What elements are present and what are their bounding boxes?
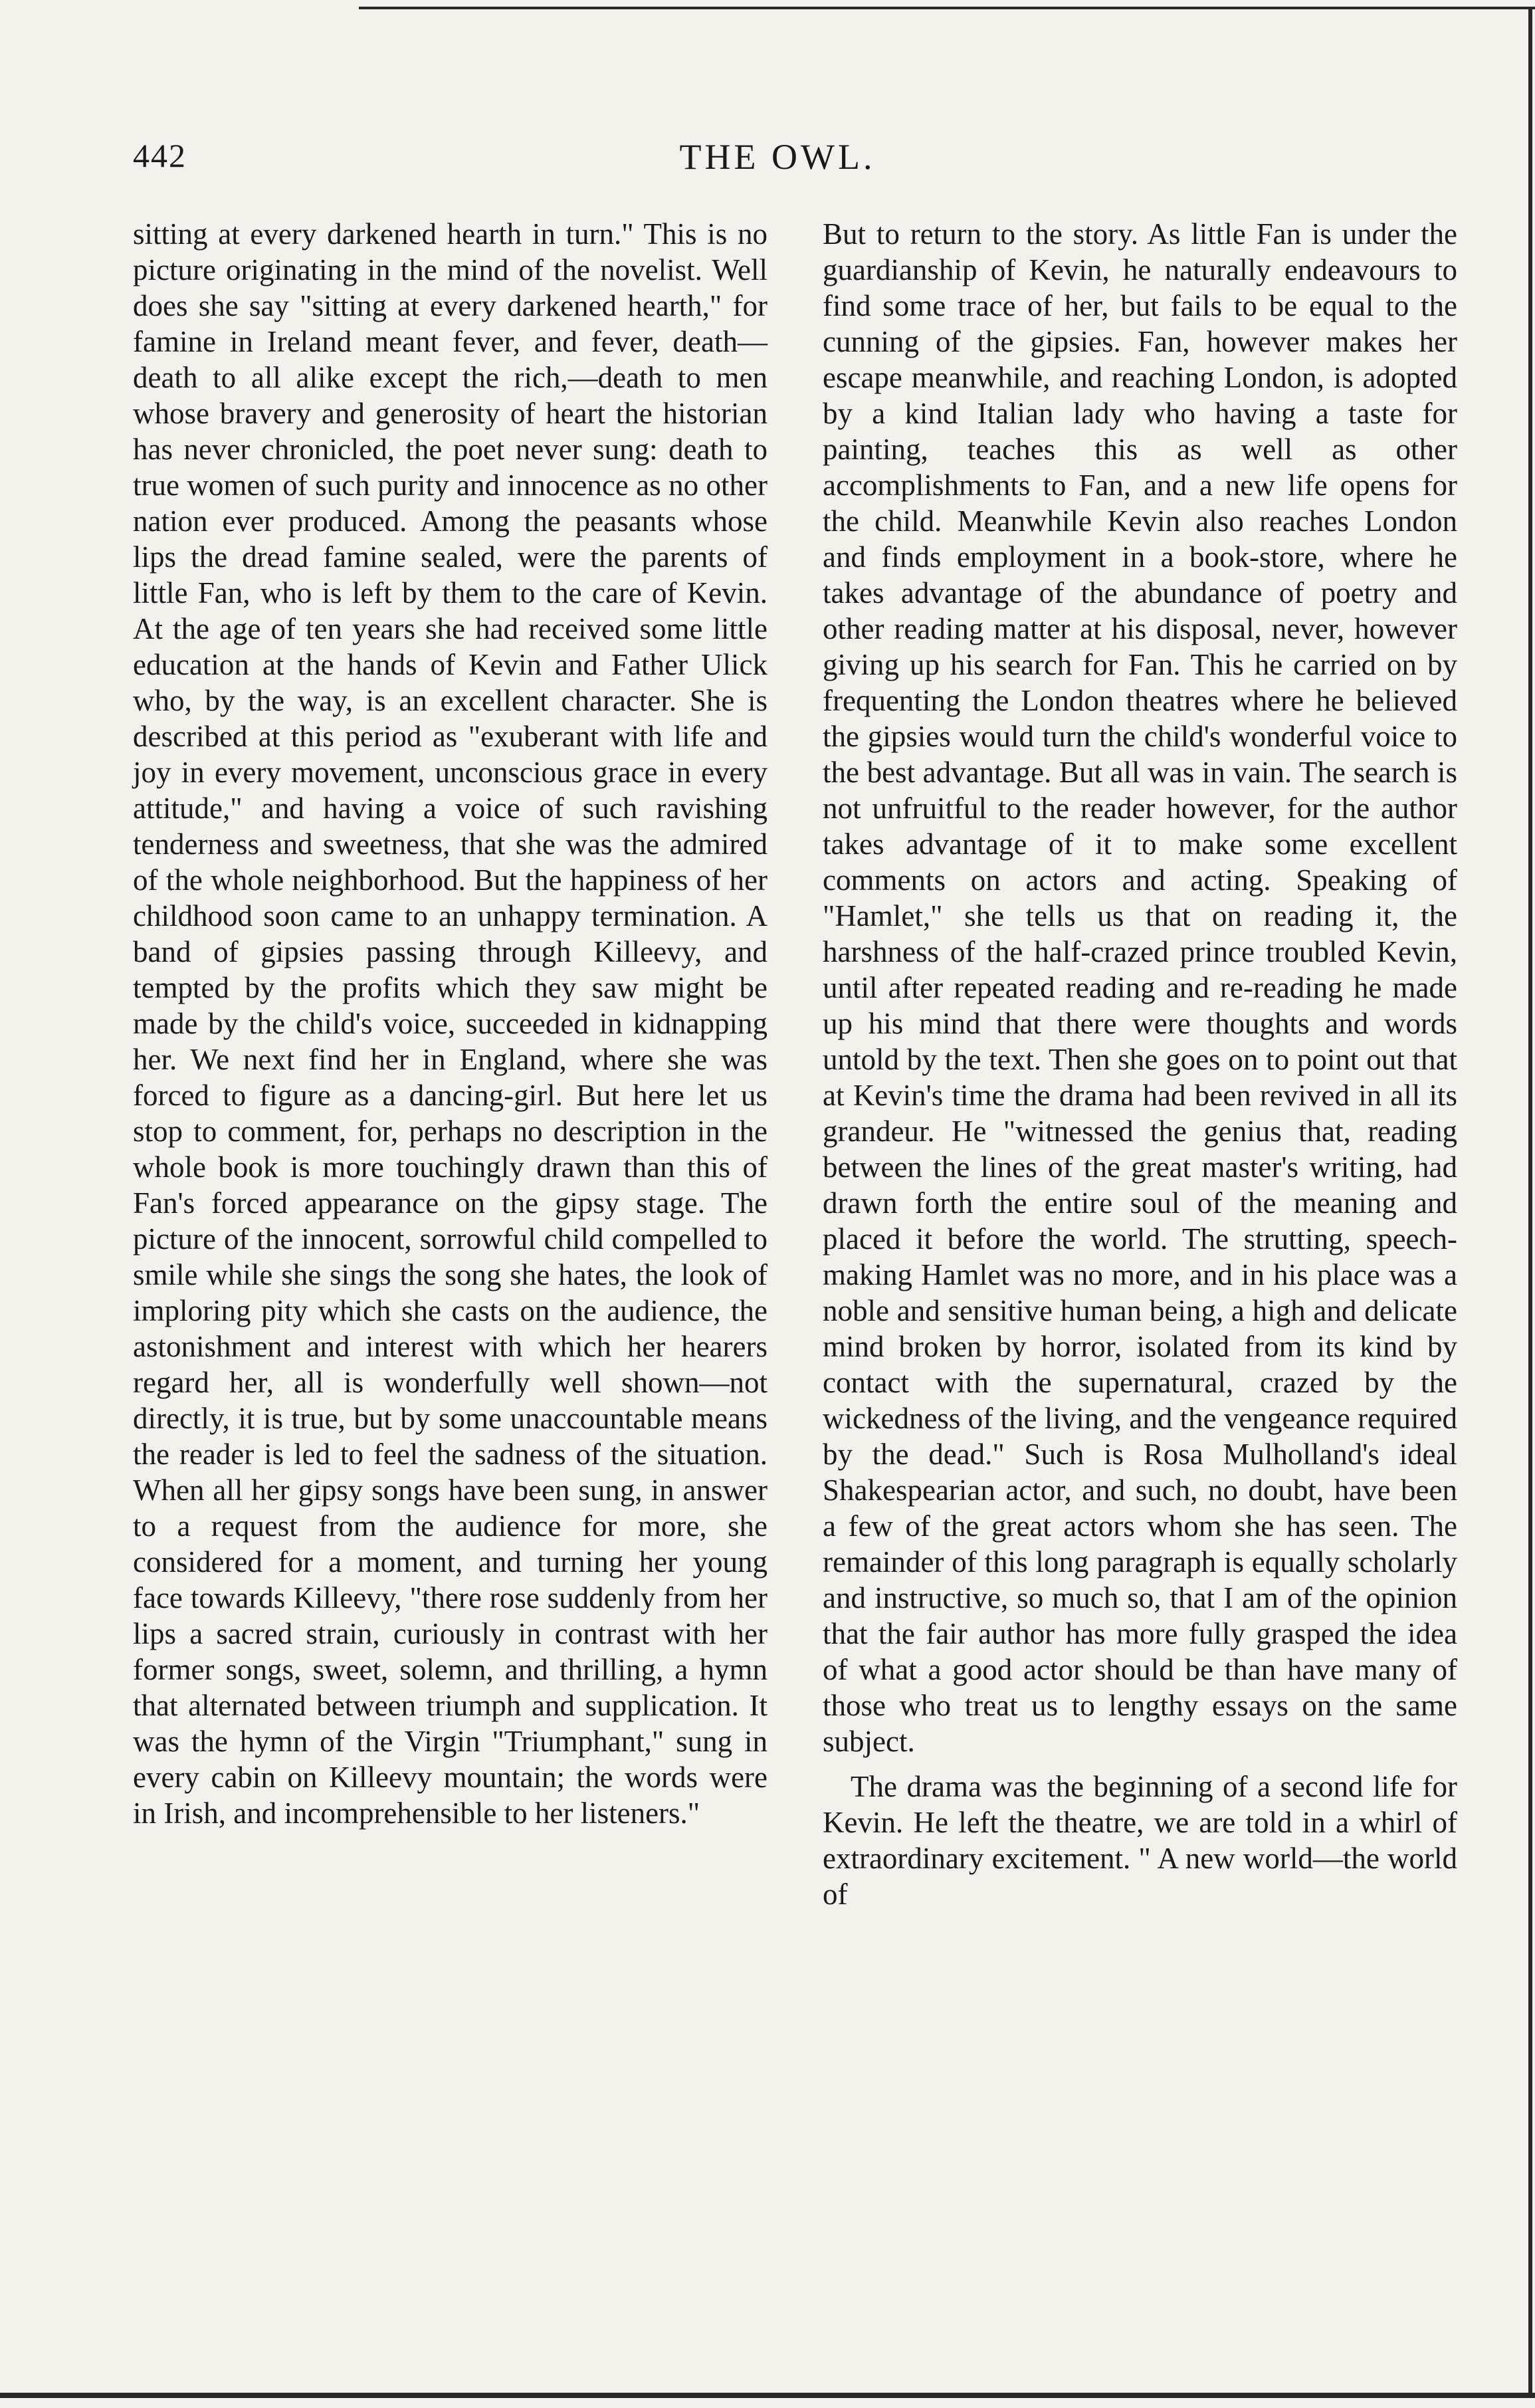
page-header (133, 136, 1422, 189)
right-column (823, 216, 1457, 1912)
left-column (133, 216, 768, 1831)
right-border-rule (1528, 7, 1532, 2398)
right-paragraph-2: The drama was the beginning of a second life for Kevin. He left the theatre, we are told in a whirl of extraordinary excitement. " A new world—the world of (823, 1770, 1457, 1911)
running-title: THE OWL. (679, 137, 876, 177)
left-paragraph-1: sitting at every darkened hearth in turn." This is no picture originating in the mind of the novelist. Well does she say "sitting at every darkened hearth," for famine in Ireland meant fever, and fever, death—death to all alike except the rich,—death to men whose bravery and generosity of heart the historian has never chronicled, the poet never sung: death to true women of such purity and innocence as no other nation ever produced. Among the peasants whose lips the dread famine sealed, were the parents of little Fan, who is left by them to the care of Kevin. At the age of ten years she had received some little education at the hands of Kevin and Father Ulick who, by the way, is an excellent character. She is described at this period as "exuberant with life and joy in every movement, unconscious grace in every attitude," and having a voice of such ravishing tenderness and sweetness, that she was the admired of the whole neighborhood. But the happiness of her childhood soon came to an unhappy termination. A band of gipsies passing through Killeevy, and tempted by the profits which they saw might be made by the child's voice, succeeded in kidnapping her. We next find her in England, where she was forced to figure as a dancing-girl. But here let us stop to comment, for, perhaps no description in the whole book is more touchingly drawn than this of Fan's forced appearance on the gipsy stage. The picture of the innocent, sorrowful child compelled to smile while she sings the song she hates, the look of imploring pity which she casts on the audience, the astonishment and interest with which her hearers regard her, all is wonderfully well shown—not directly, it is true, but by some unaccountable means the reader is led to feel the sadness of the situation. When all her gipsy songs have been sung, in answer to a request from the audience for more, she considered for a moment, and turning her young face towards Killeevy, "there rose suddenly from her lips a sacred strain, curiously in contrast with her former songs, sweet, solemn, and thrilling, a hymn that alternated between triumph and supplication. It was the hymn of the Virgin "Triumphant," sung in every cabin on Killeevy mountain; the words were in Irish, and incomprehensible to her listeners." (133, 217, 768, 1830)
right-paragraph-1: But to return to the story. As little Fan is under the guardianship of Kevin, he naturally endeavours to find some trace of her, but fails to be equal to the cunning of the gipsies. Fan, however makes her escape meanwhile, and reaching London, is adopted by a kind Italian lady who having a taste for painting, teaches this as well as other accomplishments to Fan, and a new life opens for the child. Meanwhile Kevin also reaches London and finds employment in a book-store, where he takes advantage of the abundance of poetry and other reading matter at his disposal, never, however giving up his search for Fan. This he carried on by frequenting the London theatres where he believed the gipsies would turn the child's wonderful voice to the best advantage. But all was in vain. The search is not unfruitful to the reader however, for the author takes advantage of it to make some excellent comments on actors and acting. Speaking of "Hamlet," she tells us that on reading it, the harshness of the half-crazed prince troubled Kevin, until after repeated reading and re-reading he made up his mind that there were thoughts and words untold by the text. Then she goes on to point out that at Kevin's time the drama had been revived in all its grandeur. He "witnessed the genius that, reading between the lines of the great master's writing, had drawn forth the entire soul of the meaning and placed it before the world. The strutting, speech-making Hamlet was no more, and in his place was a noble and sensitive human being, a high and delicate mind broken by horror, isolated from its kind by contact with the supernatural, crazed by the wickedness of the living, and the vengeance required by the dead." Such is Rosa Mulholland's ideal Shakespearian actor, and such, no doubt, have been a few of the great actors whom she has seen. The remainder of this long paragraph is equally scholarly and instructive, so much so, that I am of the opinion that the fair author has more fully grasped the idea of what a good actor should be than have many of those who treat us to lengthy essays on the same subject. (823, 217, 1457, 1758)
page-number: 442 (133, 137, 187, 174)
bottom-border-rule (0, 2393, 1535, 2398)
top-border-rule (359, 7, 1535, 9)
